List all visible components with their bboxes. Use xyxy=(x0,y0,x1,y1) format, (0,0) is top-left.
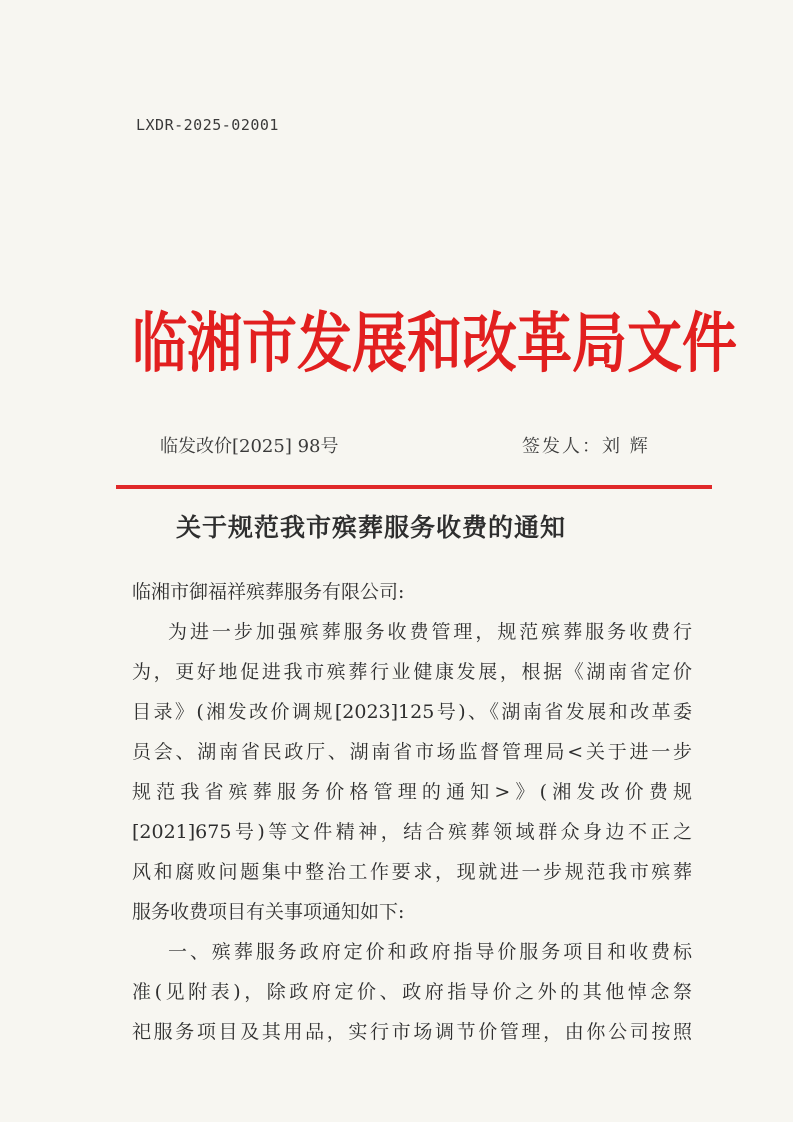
signer: 签发人：刘 辉 xyxy=(522,436,650,457)
paragraph-line: 员会、湖南省民政厅、湖南省市场监督管理局<关于进一步 xyxy=(132,741,692,763)
paragraph-line: 为，更好地促进我市殡葬行业健康发展，根据《湖南省定价 xyxy=(132,661,692,683)
paragraph-line: 准(见附表)，除政府定价、政府指导价之外的其他悼念祭 xyxy=(132,981,692,1003)
paragraph-line: 为进一步加强殡葬服务收费管理，规范殡葬服务收费行 xyxy=(168,621,692,643)
paragraph-line: 规范我省殡葬服务价格管理的通知>》(湘发改价费规 xyxy=(132,781,692,803)
paragraph-line: [2021]675号)等文件精神，结合殡葬领域群众身边不正之 xyxy=(132,821,692,843)
document-number: 临发改价[2025] 98号 xyxy=(160,436,339,457)
recipient: 临湘市御福祥殡葬服务有限公司: xyxy=(132,581,405,603)
notice-body xyxy=(132,572,692,1052)
paragraph-line: 目录》(湘发改价调规[2023]125号)、《湖南省发展和改革委 xyxy=(132,701,692,723)
masthead-title: 临湘市发展和改革局文件 xyxy=(132,303,738,381)
notice-title: 关于规范我市殡葬服务收费的通知 xyxy=(176,513,567,542)
paragraph-line: 风和腐败问题集中整治工作要求，现就进一步规范我市殡葬 xyxy=(132,861,692,883)
paragraph-line: 祀服务项目及其用品，实行市场调节价管理，由你公司按照 xyxy=(132,1021,692,1043)
document-code: LXDR-2025-02001 xyxy=(136,116,279,134)
paragraph-line: 一、殡葬服务政府定价和政府指导价服务项目和收费标 xyxy=(168,941,692,963)
paragraph-line: 服务收费项目有关事项通知如下: xyxy=(132,901,405,923)
red-divider-line xyxy=(116,485,712,489)
